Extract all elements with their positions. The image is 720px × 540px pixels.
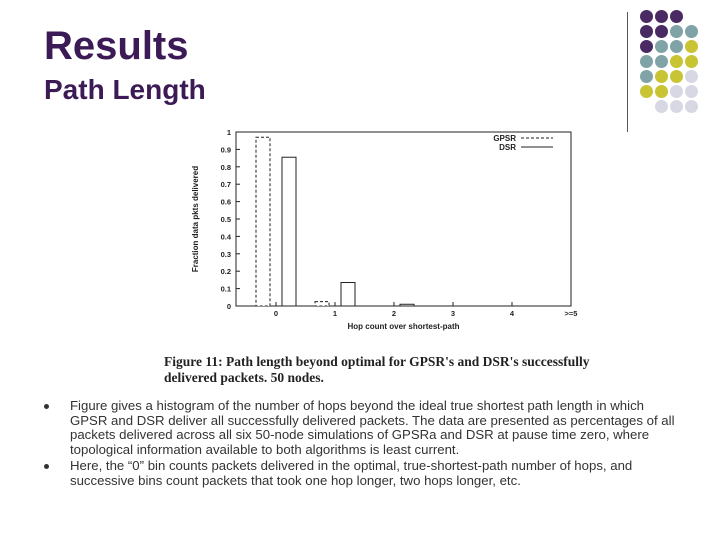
decorative-dot [670, 70, 683, 83]
x-tick-label: 1 [332, 309, 338, 318]
decorative-dot [640, 55, 653, 68]
y-tick-label: 0.1 [220, 284, 231, 294]
decorative-dot [640, 85, 653, 98]
bar-dsr [400, 304, 414, 306]
decorative-dot [670, 25, 683, 38]
y-tick-label: 0.5 [220, 215, 231, 224]
decorative-dot [655, 85, 668, 98]
y-tick-label: 0.2 [220, 267, 231, 277]
bar-dsr [282, 157, 296, 306]
y-axis-label: Fraction data pkts delivered [191, 165, 200, 273]
slide-subtitle: Path Length [44, 74, 206, 105]
x-tick-label: 3 [450, 309, 456, 318]
decorative-dot [640, 10, 653, 23]
x-tick-label: 0 [273, 309, 279, 318]
bullet-icon [44, 404, 49, 409]
decorative-dot [670, 10, 683, 23]
decorative-dot [655, 70, 668, 83]
decorative-dot [655, 10, 668, 23]
decorative-dot [685, 40, 698, 53]
decorative-dot [685, 25, 698, 38]
decorative-dot [655, 100, 668, 113]
bullet-list [44, 399, 684, 491]
bar-gpsr [256, 137, 270, 306]
decorative-dot [685, 85, 698, 98]
decorative-dot [685, 100, 698, 113]
legend-label: GPSR [493, 134, 516, 143]
decorative-dot [685, 70, 698, 83]
figure-caption: Figure 11: Path length beyond optimal for GPSR's and DSR's successfully delivered packets. 50 nodes. [164, 354, 590, 385]
x-tick-label: 2 [391, 309, 397, 318]
y-tick-label: 0.9 [220, 145, 231, 155]
decorative-dot [655, 55, 668, 68]
y-tick-label: 0.6 [220, 197, 231, 207]
bar-dsr [341, 283, 355, 306]
y-tick-label: 0.8 [220, 162, 231, 172]
bullet-item [44, 459, 684, 488]
y-tick-label: 1 [226, 128, 231, 137]
y-tick-label: 0.3 [220, 249, 231, 259]
x-tick-label: >=5 [564, 309, 578, 318]
y-tick-label: 0.4 [220, 232, 231, 242]
bullet-text: Figure gives a histogram of the number of hops beyond the ideal true shortest path length in which GPSR and DSR deliver all successfully delivered packets. The data are presented as percentages of all packets delivered across all six 50-node simulations of GPSRa and DSR at pause time zero, where topological information available to both algorithms is least current. [70, 398, 675, 457]
decorative-dot [670, 40, 683, 53]
bullet-item [44, 399, 684, 457]
decorative-dot [670, 100, 683, 113]
x-axis-label: Hop count over shortest-path [347, 322, 460, 331]
slide-title: Results [44, 24, 189, 68]
bar-gpsr [315, 302, 329, 306]
bullet-icon [44, 464, 49, 469]
path-length-histogram [186, 124, 586, 334]
decorative-dot [670, 55, 683, 68]
decorative-dot [655, 40, 668, 53]
decorative-dot [640, 70, 653, 83]
decorative-dot [640, 40, 653, 53]
bullet-text: Here, the “0” bin counts packets delivered in the optimal, true-shortest-path number of hops, and successive bins count packets that took one hop longer, two hops longer, etc. [70, 458, 633, 488]
decorative-divider [627, 12, 628, 132]
decorative-dot [670, 85, 683, 98]
decorative-dot [685, 55, 698, 68]
decorative-dot [655, 25, 668, 38]
x-tick-label: 4 [509, 309, 515, 318]
y-tick-label: 0.7 [220, 180, 231, 190]
y-tick-label: 0 [226, 302, 231, 311]
decorative-dot [640, 25, 653, 38]
legend-label: DSR [499, 143, 516, 152]
